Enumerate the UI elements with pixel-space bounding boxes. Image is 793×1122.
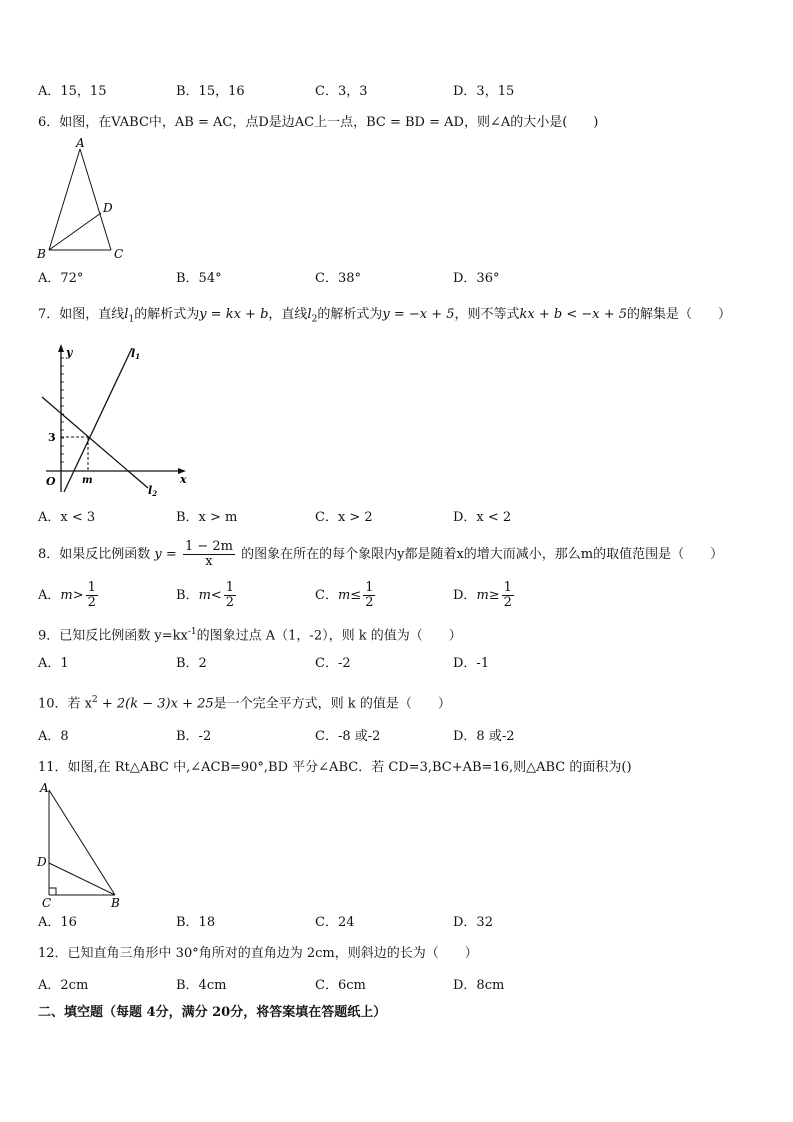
q6-option-c[interactable]: C．38° <box>315 271 361 286</box>
q6-stem: 6．如图，在VABC中，AB = AC，点D是边AC上一点，BC = BD = AD，则∠A的大小是( ) <box>38 115 599 130</box>
q11-label-a: A <box>40 781 49 795</box>
q8-option-b[interactable]: B．m< $\frac{1}{2}$ <box>176 580 235 610</box>
q7-stem: 7．如图，直线$l_1$的解析式为y = kx + b，直线$l_2$的解析式为y = −x + 5，则不等式kx + b < −x + 5的解集是（ ） <box>38 307 732 325</box>
q11-stem: 11．如图,在 Rt△ABC 中,∠ACB=90°,BD 平分∠ABC．若 CD=3,BC+AB=16,则△ABC 的面积为() <box>38 760 632 775</box>
q9-option-d[interactable]: D．-1 <box>453 656 490 671</box>
q7-option-d[interactable]: D．x < 2 <box>453 510 512 525</box>
q6-option-a[interactable]: A．72° <box>38 271 84 286</box>
q6-option-b[interactable]: B．54° <box>176 271 222 286</box>
q5-option-a[interactable]: A．15，15 <box>38 84 107 99</box>
q11-label-d: D <box>37 855 47 869</box>
q6-figure <box>36 136 136 266</box>
q11-option-b[interactable]: B．18 <box>176 915 216 930</box>
q10-option-c[interactable]: C．-8 或-2 <box>315 729 381 744</box>
q12-option-b[interactable]: B．4cm <box>176 978 227 993</box>
q11-figure <box>36 780 136 918</box>
q9-option-b[interactable]: B．2 <box>176 656 207 671</box>
q9-option-c[interactable]: C．-2 <box>315 656 351 671</box>
q10-option-d[interactable]: D．8 或-2 <box>453 729 515 744</box>
q8-stem: 8．如果反比例函数 y = $\frac{1 - 2m}{x}$ 的图象在所在的每个象限内y都是随着x的增大而减小，那么m的取值范围是（ ） <box>38 539 724 569</box>
q5-option-c[interactable]: C．3，3 <box>315 84 368 99</box>
q7-label-y: y <box>66 346 73 359</box>
q6-label-d: D <box>103 201 113 215</box>
q7-option-a[interactable]: A．x < 3 <box>38 510 96 525</box>
q7-label-o: O <box>46 475 56 488</box>
q8-option-a[interactable]: A．m> $\frac{1}{2}$ <box>38 580 96 610</box>
q7-figure <box>36 340 196 504</box>
q12-option-c[interactable]: C．6cm <box>315 978 366 993</box>
q9-options <box>38 655 738 675</box>
q9-stem: 9．已知反比例函数 $y=kx^{-1}$的图象过点 A（1，-2），则 k 的值为（ ） <box>38 627 462 644</box>
q10-stem: 10．若 $x^2 + 2(k - 3)x + 25$是一个完全平方式，则 k 的值是（ ） <box>38 695 451 712</box>
q11-option-c[interactable]: C．24 <box>315 915 355 930</box>
q5-option-d[interactable]: D．3，15 <box>453 84 515 99</box>
q7-options <box>38 509 738 529</box>
q8-fraction: $\frac{1 - 2m}{x}$ <box>184 539 233 569</box>
q10-options <box>38 728 738 748</box>
q6-label-c: C <box>114 247 124 261</box>
q6-options <box>38 270 738 290</box>
q11-option-d[interactable]: D．32 <box>453 915 493 930</box>
q6-label-a: A <box>76 136 85 150</box>
q11-label-b: B <box>111 896 120 910</box>
q9-option-a[interactable]: A．1 <box>38 656 69 671</box>
q10-option-b[interactable]: B．-2 <box>176 729 212 744</box>
q12-option-d[interactable]: D．8cm <box>453 978 505 993</box>
q11-option-a[interactable]: A．16 <box>38 915 77 930</box>
q8-options <box>38 578 738 614</box>
q12-stem: 12．已知直角三角形中 30°角所对的直角边为 2cm，则斜边的长为（ ） <box>38 946 478 961</box>
q12-options <box>38 977 738 997</box>
q11-label-c: C <box>42 896 52 910</box>
q5-option-b[interactable]: B．15，16 <box>176 84 245 99</box>
q11-options <box>38 914 738 934</box>
q6-label-b: B <box>37 247 46 261</box>
q7-label-x: x <box>180 473 187 486</box>
q10-option-a[interactable]: A．8 <box>38 729 69 744</box>
q5-options <box>38 83 738 103</box>
q8-option-d[interactable]: D．m≥ $\frac{1}{2}$ <box>453 580 512 610</box>
q8-option-c[interactable]: C．m≤ $\frac{1}{2}$ <box>315 580 374 610</box>
q7-label-l2: l2 <box>148 484 158 498</box>
q7-label-m: m <box>82 475 93 486</box>
q7-option-b[interactable]: B．x > m <box>176 510 238 525</box>
q6-option-d[interactable]: D．36° <box>453 271 500 286</box>
q7-label-l1: l1 <box>131 347 141 361</box>
q12-option-a[interactable]: A．2cm <box>38 978 89 993</box>
q7-option-c[interactable]: C．x > 2 <box>315 510 373 525</box>
q7-label-3: 3 <box>48 431 56 444</box>
section-heading: 二、填空题（每题 4分，满分 20分，将答案填在答题纸上） <box>38 1005 387 1020</box>
